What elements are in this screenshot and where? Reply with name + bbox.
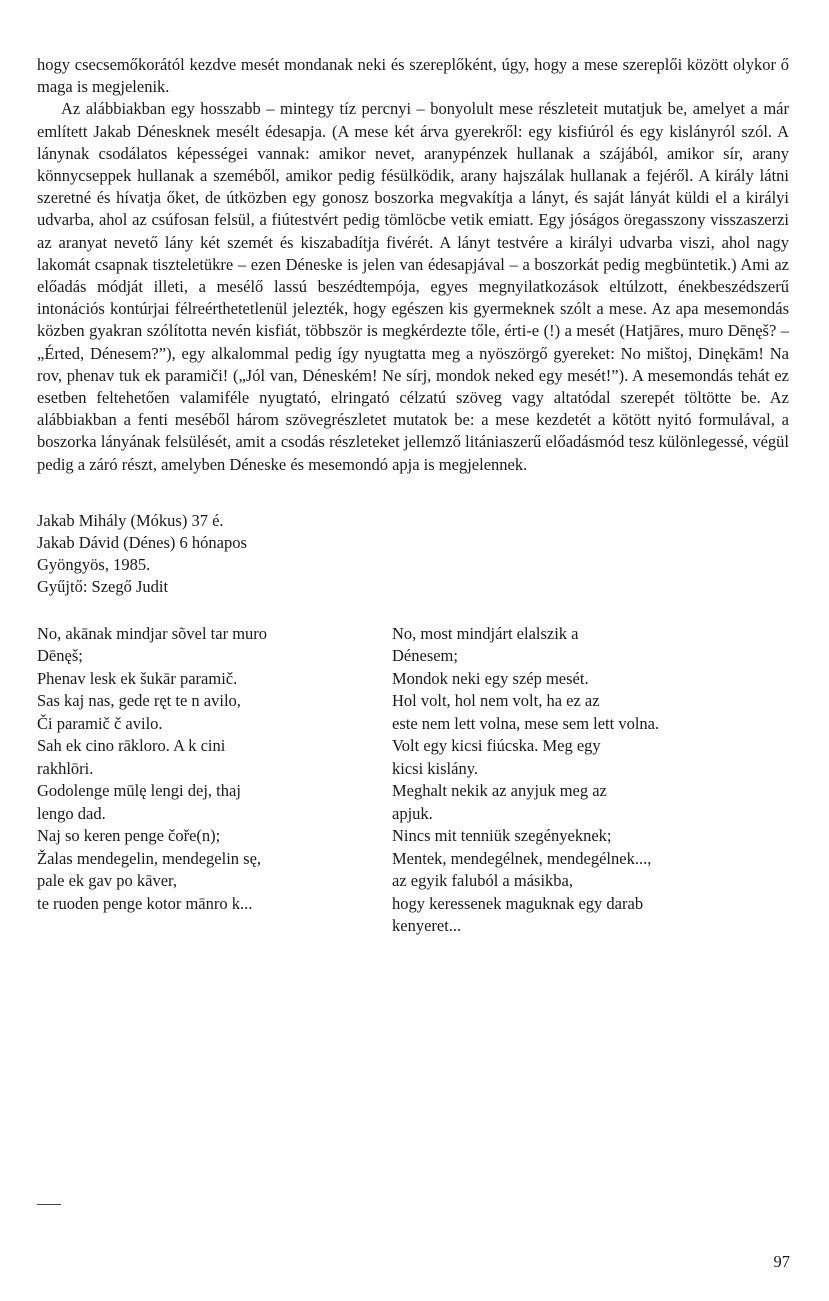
original-line: No, akānak mindjar sõvel tar muro <box>37 623 268 643</box>
original-line: Sah ek cino rākloro. A k cini <box>37 736 226 756</box>
original-line: te ruoden penge kotor mānro k... <box>37 893 253 913</box>
page-number: 97 <box>773 1252 790 1271</box>
translation-line: hogy keressenek maguknak egy darab <box>392 893 644 913</box>
original-line: lengo dad. <box>37 803 106 823</box>
translation-line: Hol volt, hol nem volt, ha ez az <box>392 691 600 711</box>
original-text-column <box>37 623 392 938</box>
translation-line: este nem lett volna, mese sem lett volna. <box>392 713 660 733</box>
translation-line: az egyik faluból a másikba, <box>392 871 573 891</box>
original-line: Naj so keren penge čoře(n); <box>37 826 221 846</box>
paragraph-continuation: hogy csecsemőkorától kezdve mesét mondanak neki és szereplőként, úgy, hogy a mese szereplői között olykor ő maga is megjelenik. <box>37 55 789 97</box>
original-line: Dēnęš; <box>37 646 83 666</box>
translation-line: Volt egy kicsi fiúcska. Meg egy <box>392 736 601 756</box>
translation-line: kenyeret... <box>392 916 462 936</box>
original-line: Sas kaj nas, gede ręt te n avilo, <box>37 691 241 711</box>
paragraph-main: Az alábbiakban egy hosszabb – mintegy tíz percnyi – bonyolult mese részleteit mutatjuk be, amelyet a már említett Jakab Dénesknek mesélt édesapja. (A mese két árva gyerekről: egy kisfiúról és egy kislányról szól. A lánynak csodálatos képességei vannak: amikor nevet, aranypénzek hullanak a szájából, amikor sír, arany könnycseppek hullanak a szeméből, amikor pedig fésülködik, arany hajszálak hullanak a fejéről. A király látni szeretné és hívatja őket, de útközben egy gonosz boszorka megvakítja a lányt, és saját lányát küldi el a királyi udvarba, ahol az csúfosan felsül, a fiútestvért pedig tömlöcbe vetik emiatt. Egy jóságos öregasszony visszaszerzi az aranyat nevető lány két szemét és kiszabadítja fivérét. A lányt testvére a királyi udvarba viszi, ahol nagy lakomát csapnak tiszteletükre – ezen Déneske is jelen van édesapjával – a boszorkát pedig megbüntetik.) Ami az előadás módját illeti, a mesélő lassú beszédtempója, egyes megnyilatkozások eltúlzott, énekbeszédszerű intonációs kontúrjai félreérthetetlenül jelezték, hogy egészen kis gyermeknek szólt a mese. Az apa mesemondás közben gyakran szólította nevén kisfiát, többször is megkérdezte tőle, érti-e (!) a mesét (Hatjāres, muro Dēnęš? – „Érted, Dénesem?”), egy alkalommal pedig így nyugtatta meg a nyöszörgő gyereket: No mištoj, Dinękām! Na rov, phenav tuk ek paramiči! („Jól van, Déneském! Ne sírj, mondok neked egy mesét!”). A mesemondás tehát ez esetben feltehetően valamiféle nyugtató, elringató célzatú szöveg vagy altatódal szerepét töltötte be. Az alábbiakban a fenti meséből három szövegrészletet mutatok be: a mese kezdetét a kötött nyitó formulával, a boszorka lányának felsülését, amit a csodás részleteket jellemző litániaszerű előadásmód tesz különlegessé, végül pedig a záró részt, amelyben Déneske és mesemondó apja is megjelennek. <box>37 99 789 474</box>
narrator-line: Jakab Mihály (Mókus) 37 é. <box>37 510 224 530</box>
original-line: Či paramič č avilo. <box>37 713 163 733</box>
translation-line: Mentek, mendegélnek, mendegélnek..., <box>392 848 652 868</box>
translation-line: Mondok neki egy szép mesét. <box>392 668 589 688</box>
translation-column <box>392 623 762 938</box>
translation-line: No, most mindjárt elalszik a <box>392 623 579 643</box>
place-date-line: Gyöngyös, 1985. <box>37 555 151 575</box>
original-line: Godolenge mūlę lengi dej, thaj <box>37 781 241 801</box>
listener-line: Jakab Dávid (Dénes) 6 hónapos <box>37 533 247 553</box>
tale-excerpt <box>37 623 789 938</box>
translation-line: Dénesem; <box>392 646 458 666</box>
translation-line: apjuk. <box>392 803 433 823</box>
original-line: Žalas mendegelin, mendegelin sę, <box>37 848 262 868</box>
translation-line: Meghalt nekik az anyjuk meg az <box>392 781 607 801</box>
collector-line: Gyűjtő: Szegő Judit <box>37 577 169 597</box>
original-line: pale ek gav po kāver, <box>37 871 177 891</box>
original-line: Phenav lesk ek šukār paramič. <box>37 668 238 688</box>
document-page <box>37 54 789 938</box>
recording-metadata <box>37 510 789 599</box>
original-line: rakhlōri. <box>37 758 94 778</box>
translation-line: Nincs mit tenniük szegényeknek; <box>392 826 612 846</box>
translation-line: kicsi kislány. <box>392 758 479 778</box>
footnote-rule <box>37 1204 61 1205</box>
